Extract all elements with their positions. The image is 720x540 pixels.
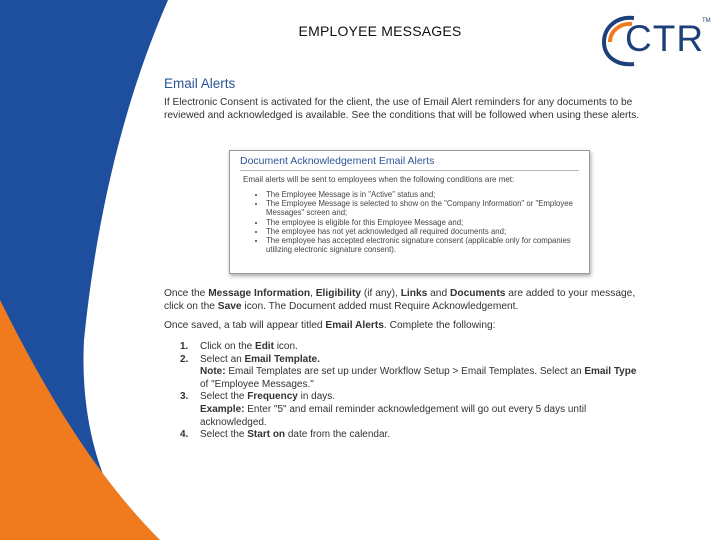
text: Select the <box>200 429 248 441</box>
bold-text: Email Type <box>584 366 637 378</box>
text: Select an <box>200 353 245 365</box>
step-item <box>164 429 644 442</box>
text: Click on the <box>200 341 256 352</box>
alert-condition: • The employee has accepted electronic signature consent (applicable only for companies utilizing electronic signature consent). <box>266 236 579 254</box>
acknowledgement-alert-box <box>229 150 590 274</box>
alert-condition: • The Employee Message is selected to show on the "Company Information" or "Employee Messages" screen and; <box>266 199 579 217</box>
text: Enter "5" and email reminder acknowledgement will go out every 5 days until acknowledged. <box>200 403 587 428</box>
text: (if any), <box>361 288 401 299</box>
bold-text: Edit <box>255 341 274 352</box>
alert-box-intro: Email alerts will be sent to employees when the following conditions are met: <box>243 175 515 184</box>
logo-trademark: TM <box>702 18 711 24</box>
text: , <box>310 288 316 299</box>
save-instructions <box>164 288 644 314</box>
alert-condition: • The employee is eligible for this Employee Message and; <box>266 218 579 227</box>
text: of "Employee Messages." <box>200 378 314 390</box>
email-alerts-heading: Email Alerts <box>164 76 236 91</box>
bold-text: Start on <box>247 429 286 441</box>
step-item <box>164 341 644 354</box>
note-label: Note: <box>200 366 226 378</box>
bold-text: Email Alerts <box>325 320 384 331</box>
step-item <box>164 354 644 392</box>
bold-text: Links <box>400 288 428 299</box>
text: Email Templates are set up under Workflow Setup > Email Templates. Select an <box>225 366 585 378</box>
text: in days. <box>297 391 336 403</box>
text: Select the <box>200 391 248 403</box>
text: are added to your message, click on the <box>164 288 636 312</box>
bold-text: Documents <box>449 288 506 299</box>
text: and <box>427 288 450 299</box>
text: icon. <box>273 341 298 352</box>
alert-conditions-list <box>240 190 579 254</box>
bold-text: Message Information <box>208 288 311 299</box>
step-number: 3. <box>180 391 189 403</box>
text: date from the calendar. <box>285 429 391 441</box>
step-item <box>164 391 644 429</box>
text: . Complete the following: <box>383 320 496 331</box>
text: Once the <box>164 288 209 299</box>
steps-list <box>164 341 644 442</box>
alert-condition: • The employee has not yet acknowledged all required documents and; <box>266 227 579 236</box>
text: icon. The Document added must Require Acknowledgement. <box>241 300 519 312</box>
email-alerts-section <box>164 78 654 122</box>
bold-text: Eligibility <box>315 288 362 299</box>
email-alerts-tab-instructions <box>164 320 644 333</box>
email-alerts-intro: If Electronic Consent is activated for the client, the use of Email Alert reminders for any documents to be reviewed and acknowledged is available. See the conditions that will be followed when using these alerts. <box>164 96 640 121</box>
example-label: Example: <box>200 403 245 415</box>
logo-text: CTR <box>625 18 705 59</box>
step-number: 1. <box>180 341 189 352</box>
bold-text: Save <box>217 300 242 312</box>
text: Once saved, a tab will appear titled <box>164 320 326 331</box>
bold-text: Email Template. <box>244 353 320 365</box>
ctr-logo <box>598 12 714 68</box>
slide-title: EMPLOYEE MESSAGES <box>298 23 462 39</box>
bold-text: Frequency <box>247 391 298 403</box>
step-number: 4. <box>180 429 189 441</box>
step-number: 2. <box>180 353 189 365</box>
alert-condition: • The Employee Message is in "Active" status and; <box>266 190 579 199</box>
alert-box-title: Document Acknowledgement Email Alerts <box>240 155 579 171</box>
